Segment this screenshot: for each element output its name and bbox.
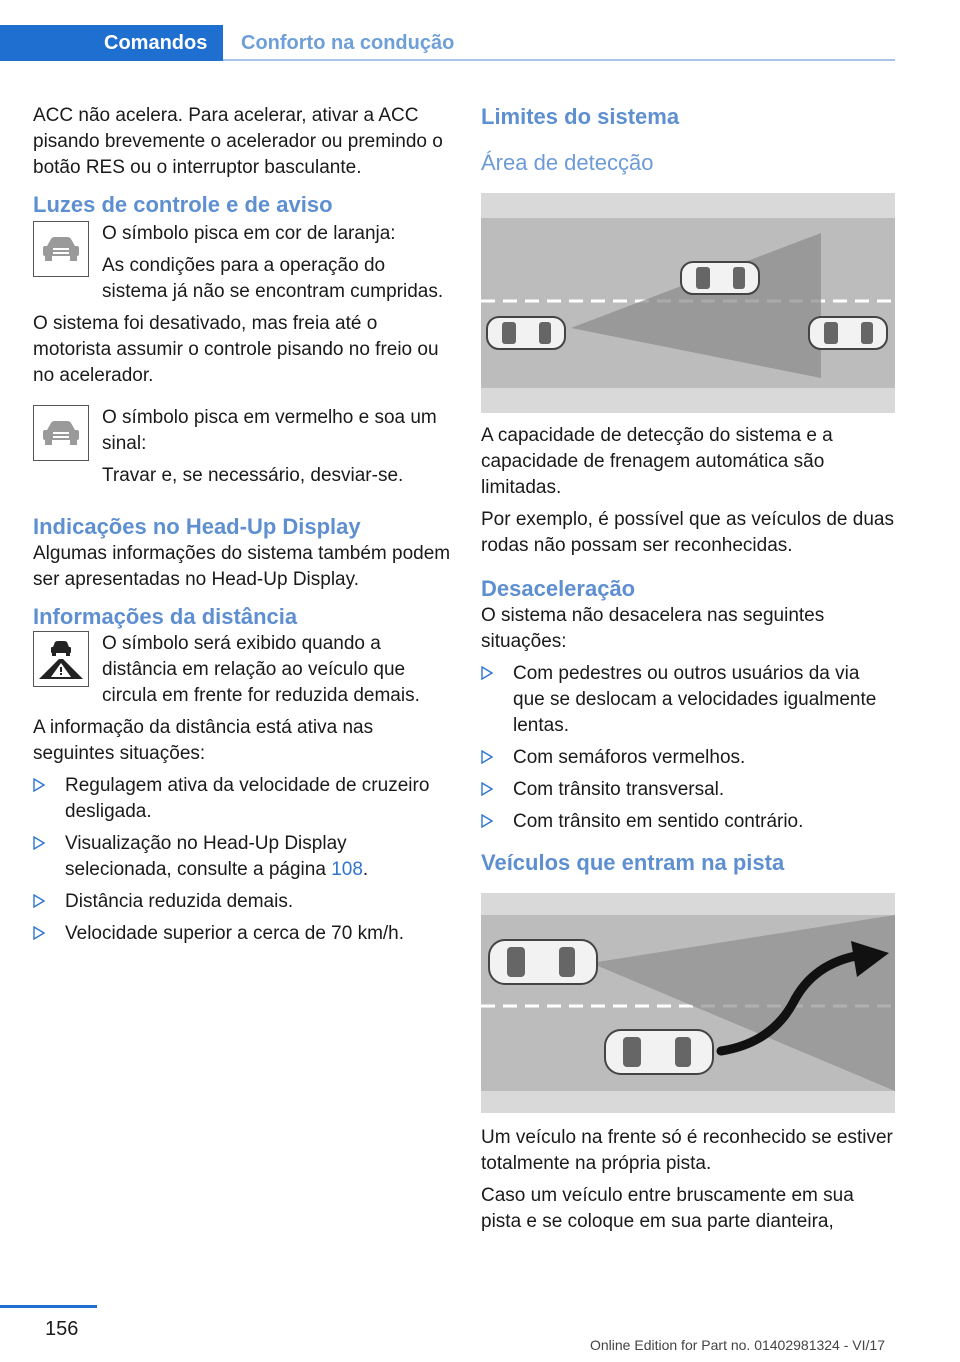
list-item [33,831,451,883]
deceleration-heading: Desaceleração [481,576,636,601]
orange-warning-text [102,221,451,311]
triangle-bullet-icon [481,666,493,680]
lights-heading: Luzes de controle e de aviso [33,192,333,217]
bullet-text: Regulagem ativa da velocidade de cruzeiro desligada. [65,775,430,822]
triangle-bullet-icon [481,782,493,796]
bullet-text: Velocidade superior a cerca de 70 km/h. [65,923,405,944]
bullet-text: Visualização no Head-Up Display selecionada, consulte a página [65,833,347,880]
distance-row [33,631,451,715]
bullet-text: Com pedestres ou outros usuários da via que se deslocam a velocidades igualmente lentas. [513,663,877,736]
area-paragraph-2: Por exemplo, é possível que as veículos de duas rodas não possam ser reconhecidas. [481,509,894,556]
red-line1: O símbolo pisca em vermelho e soa um sinal: [102,407,437,454]
triangle-bullet-icon [481,750,493,764]
tab-comandos-label[interactable]: Comandos [104,32,208,54]
orange-after-paragraph: O sistema foi desativado, mas freia até o motorista assumir o controle pisando no freio ou no acelerador. [33,313,439,386]
deceleration-intro: O sistema não desacelera nas seguintes situações: [481,605,825,652]
tab-conforto-label[interactable]: Conforto na condução [241,32,455,54]
triangle-bullet-icon [33,836,45,850]
list-item [33,773,451,825]
right-column [481,103,895,1241]
entering-heading: Veículos que entram na pista [481,850,785,875]
page-number: 156 [45,1318,79,1340]
page-link[interactable]: 108 [331,859,363,880]
distance-icon-paragraph: O símbolo será exibido quando a distância em relação ao veículo que circula em frente for reduzida demais. [102,633,420,706]
list-item [481,745,895,771]
header-rule [223,59,895,61]
list-item [481,777,895,803]
intro-paragraph: ACC não acelera. Para acelerar, ativar a ACC pisando brevemente o acelerador ou premindo o botão RES ou o interruptor basculante. [33,105,443,178]
list-item [33,889,451,915]
entering-vehicle-figure [481,893,895,1113]
detection-area-figure [481,193,895,413]
red-line2: Travar e, se necessário, desviar-se. [102,465,404,486]
triangle-bullet-icon [33,894,45,908]
distance-bullet-list [33,773,451,947]
bullet-text: Distância reduzida demais. [65,891,294,912]
bullet-text: Com trânsito em sentido contrário. [513,811,804,832]
entering-paragraph-1: Um veículo na frente só é reconhecido se estiver totalmente na própria pista. [481,1127,893,1174]
distance-intro: A informação da distância está ativa nas seguintes situações: [33,717,374,764]
triangle-bullet-icon [481,814,493,828]
bullet-text: Com trânsito transversal. [513,779,725,800]
orange-warning-row [33,221,451,311]
limits-heading: Limites do sistema [481,104,680,129]
distance-heading: Informações da distância [33,604,298,629]
car-warning-icon [33,405,89,461]
list-item [481,661,895,739]
area-paragraph-1: A capacidade de detecção do sistema e a capacidade de frenagem automática são limitadas. [481,425,833,498]
deceleration-bullet-list [481,661,895,835]
red-warning-text [102,405,451,495]
list-item [33,921,451,947]
hud-paragraph: Algumas informações do sistema também podem ser apresentadas no Head-Up Display. [33,543,451,590]
distance-warning-icon [33,631,89,687]
hud-heading: Indicações no Head-Up Display [33,514,361,539]
distance-icon-text [102,631,451,715]
footer-rule [0,1305,97,1308]
edition-note: Online Edition for Part no. 01402981324 - VI/17 [590,1337,885,1353]
triangle-bullet-icon [33,778,45,792]
triangle-bullet-icon [33,926,45,940]
bullet-suffix: . [362,859,369,880]
header-bar [0,25,895,61]
list-item [481,809,895,835]
bullet-text: Com semáforos vermelhos. [513,747,746,768]
car-warning-icon [33,221,89,277]
entering-paragraph-2: Caso um veículo entre bruscamente em sua pista e se coloque em sua parte dianteira, [481,1185,854,1232]
area-heading: Área de detecção [481,150,654,175]
orange-line2: As condições para a operação do sistema já não se encontram cumpridas. [102,255,444,302]
orange-line1: O símbolo pisca em cor de laranja: [102,223,396,244]
red-warning-row [33,405,451,495]
left-column [33,103,451,953]
